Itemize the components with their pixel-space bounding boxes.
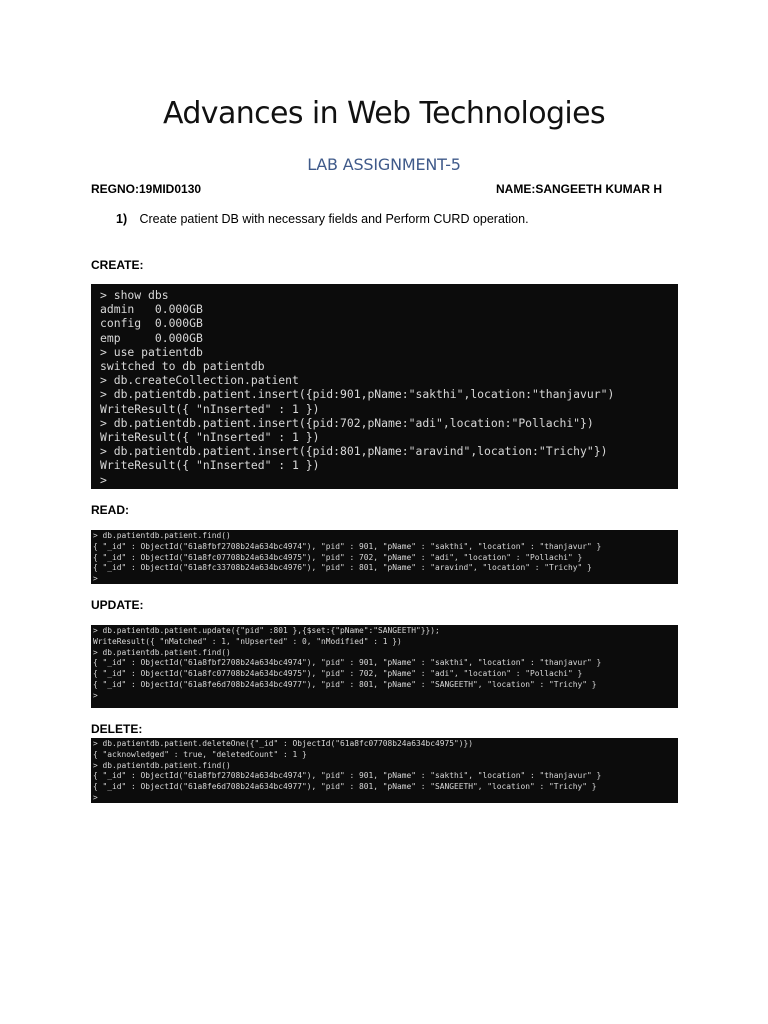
terminal-line: switched to db patientdb — [100, 359, 265, 374]
terminal-line: > db.patientdb.patient.deleteOne({"_id" : ObjectId("61a8fc07708b24a634bc4975")}) — [93, 739, 474, 748]
terminal-line: > — [100, 472, 107, 487]
terminal-line: > show dbs — [100, 288, 169, 302]
student-name: NAME:SANGEETH KUMAR H — [496, 182, 662, 196]
terminal-line: > — [93, 574, 98, 584]
read-terminal-screenshot — [91, 530, 678, 584]
terminal-line: > db.patientdb.patient.insert({pid:901,pName:"sakthi",location:"thanjavur") — [100, 387, 615, 402]
document-title: Advances in Web Technologies — [162, 96, 606, 131]
terminal-line: { "_id" : ObjectId("61a8fbf2708b24a634bc4974"), "pid" : 901, "pName" : "sakthi", "location" : "thanjavur" } — [93, 771, 602, 781]
delete-section-label: DELETE: — [91, 722, 143, 736]
terminal-line: WriteResult({ "nInserted" : 1 }) — [100, 401, 320, 416]
terminal-line: config 0.000GB — [100, 316, 203, 331]
terminal-line: > — [93, 792, 98, 802]
terminal-line: > db.patientdb.patient.find() — [93, 531, 231, 540]
read-section-label: READ: — [91, 503, 129, 517]
terminal-line: > — [93, 690, 98, 700]
terminal-line: WriteResult({ "nInserted" : 1 }) — [100, 458, 320, 473]
delete-terminal-screenshot — [91, 738, 678, 803]
update-terminal-screenshot — [91, 625, 678, 708]
update-section-label: UPDATE: — [91, 598, 144, 612]
document-subtitle: LAB ASSIGNMENT-5 — [307, 155, 461, 174]
terminal-line: > db.patientdb.patient.find() — [93, 647, 231, 657]
question-number: 1) — [116, 212, 128, 226]
terminal-line: emp 0.000GB — [100, 330, 203, 345]
create-section-label: CREATE: — [91, 258, 144, 272]
terminal-line: { "_id" : ObjectId("61a8fe6d708b24a634bc4977"), "pid" : 801, "pName" : "SANGEETH", "location" : "Trichy" } — [93, 679, 597, 689]
terminal-line: { "_id" : ObjectId("61a8fbf2708b24a634bc4974"), "pid" : 901, "pName" : "sakthi", "location" : "thanjavur" } — [93, 541, 602, 551]
registration-number: REGNO:19MID0130 — [91, 182, 202, 196]
question-text: Create patient DB with necessary fields and Perform CURD operation. — [139, 212, 529, 226]
terminal-line: WriteResult({ "nInserted" : 1 }) — [100, 430, 320, 445]
question-item — [116, 212, 529, 226]
terminal-line: { "_id" : ObjectId("61a8fc33708b24a634bc4976"), "pid" : 801, "pName" : "aravind", "location" : "Trichy" } — [93, 563, 592, 573]
terminal-line: > db.createCollection.patient — [100, 373, 299, 388]
terminal-line: { "_id" : ObjectId("61a8fe6d708b24a634bc4977"), "pid" : 801, "pName" : "SANGEETH", "location" : "Trichy" } — [93, 782, 597, 792]
terminal-line: { "acknowledged" : true, "deletedCount" : 1 } — [93, 749, 307, 759]
terminal-line: { "_id" : ObjectId("61a8fc07708b24a634bc4975"), "pid" : 702, "pName" : "adi", "location" : "Pollachi" } — [93, 669, 583, 679]
terminal-line: > db.patientdb.patient.insert({pid:702,pName:"adi",location:"Pollachi"}) — [100, 415, 594, 430]
terminal-line: > db.patientdb.patient.insert({pid:801,pName:"aravind",location:"Trichy"}) — [100, 444, 608, 459]
create-terminal-screenshot — [91, 284, 678, 489]
terminal-line: > db.patientdb.patient.find() — [93, 760, 231, 770]
terminal-line: { "_id" : ObjectId("61a8fbf2708b24a634bc4974"), "pid" : 901, "pName" : "sakthi", "location" : "thanjavur" } — [93, 658, 602, 668]
terminal-line: > use patientdb — [100, 344, 203, 359]
terminal-line: admin 0.000GB — [100, 302, 203, 317]
terminal-line: WriteResult({ "nMatched" : 1, "nUpserted" : 0, "nModified" : 1 }) — [93, 636, 402, 646]
terminal-line: { "_id" : ObjectId("61a8fc07708b24a634bc4975"), "pid" : 702, "pName" : "adi", "location" : "Pollachi" } — [93, 552, 583, 562]
terminal-line: > db.patientdb.patient.update({"pid" :801 },{$set:{"pName":"SANGEETH"}}); — [93, 626, 440, 635]
